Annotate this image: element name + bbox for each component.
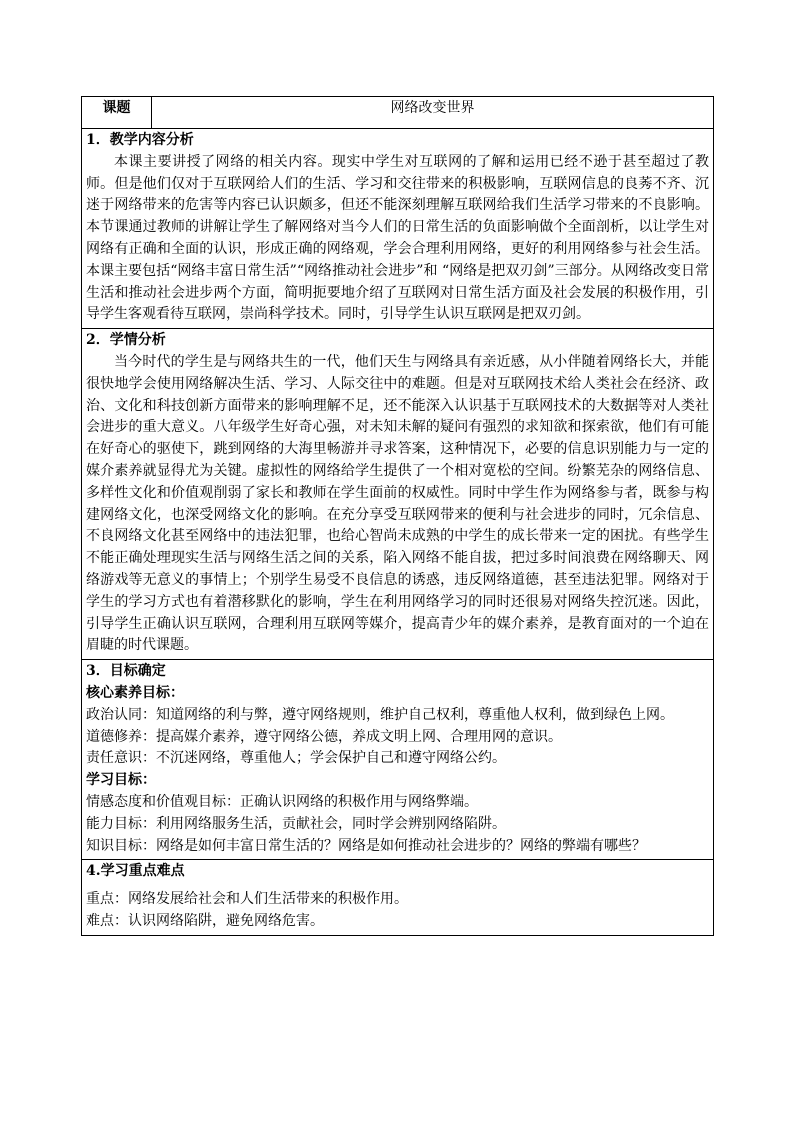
core-goal-item: 道德修养：提高媒介素养，遵守网络公德，养成文明上网、合理用网的意识。 <box>86 728 562 745</box>
core-literacy-heading: 核心素养目标： <box>86 684 184 701</box>
core-goal-item: 责任意识：不沉迷网络，尊重他人；学会保护自己和遵守网络公约。 <box>86 750 506 767</box>
key-point-item: 重点：网络发展给社会和人们生活带来的积极作用。 <box>86 891 408 908</box>
topic-label: 课题 <box>82 97 152 129</box>
title-row <box>82 97 714 129</box>
lesson-plan-page <box>81 96 714 936</box>
learning-goals-heading: 学习目标： <box>86 772 156 789</box>
section-heading: 4.学习重点难点 <box>86 863 185 880</box>
section-heading: 2．学情分析 <box>86 332 166 349</box>
core-goal-item: 政治认同：知道网络的利与弊，遵守网络规则，维护自己权利，尊重他人权利，做到绿色上网。 <box>86 706 674 723</box>
learning-goal-item: 能力目标：利用网络服务生活，贡献社会，同时学会辨别网络陷阱。 <box>86 815 506 832</box>
learning-goal-item: 情感态度和价值观目标：正确认识网络的积极作用与网络弊端。 <box>86 793 478 810</box>
difficulty-item: 难点：认识网络陷阱，避免网络危害。 <box>86 912 324 929</box>
section-heading: 1．教学内容分析 <box>86 132 194 148</box>
section-paragraph: 本课主要讲授了网络的相关内容。现实中学生对互联网的了解和运用已经不逊于甚至超过了教师。但是他们仅对于互联网给人们的生活、学习和交往带来的积极影响，互联网信息的良莠不齐、沉迷于网络带来的危害等内容已认识颇多，但还不能深刻理解互联网给我们生活学习带来的不良影响。本节课通过教师的讲解让学生了解网络对当今人们的日常生活的负面影响做个全面剖析，以让学生对网络有正确和全面的认识，形成正确的网络观，学会合理利用网络，更好的利用网络参与社会生活。本课主要包括“网络丰富日常生活”“网络推动社会进步”和 “网络是把双刃剑”三部分。从网络改变日常生活和推动社会进步两个方面，简明扼要地介绍了互联网对日常生活方面及社会发展的积极作用，引导学生客观看待互联网，崇尚科学技术。同时，引导学生认识互联网是把双刃剑。 <box>86 153 709 323</box>
section-goals <box>82 660 714 860</box>
section-key-points <box>82 860 714 935</box>
section-content-analysis <box>82 129 714 329</box>
lesson-plan-table <box>81 96 714 936</box>
lesson-title: 网络改变世界 <box>152 97 714 129</box>
section-paragraph: 当今时代的学生是与网络共生的一代，他们天生与网络具有亲近感，从小伴随着网络长大，并能很快地学会使用网络解决生活、学习、人际交往中的难题。但是对互联网技术给人类社会在经济、政治、文化和科技创新方面带来的影响理解不足，还不能深入认识基于互联网技术的大数据等对人类社会进步的重大意义。八年级学生好奇心强，对未知未解的疑问有强烈的求知欲和探索欲，他们有可能在好奇心的驱使下，跳到网络的大海里畅游并寻求答案，这种情况下，必要的信息识别能力与一定的媒介素养就显得尤为关键。虚拟性的网络给学生提供了一个相对宽松的空间。纷繁芜杂的网络信息、多样性文化和价值观削弱了家长和教师在学生面前的权威性。同时中学生作为网络参与者，既参与构建网络文化，也深受网络文化的影响。在充分享受互联网带来的便利与社会进步的同时，冗余信息、不良网络文化甚至网络中的违法犯罪，也给心智尚未成熟的中学生的成长带来一定的困扰。有些学生不能正确处理现实生活与网络生活之间的关系，陷入网络不能自拔，把过多时间浪费在网络聊天、网络游戏等无意义的事情上；个别学生易受不良信息的诱惑，违反网络道德，甚至违法犯罪。网络对于学生的学习方式也有着潜移默化的影响，学生在利用网络学习的同时还很易对网络失控沉迷。因此，引导学生正确认识互联网，合理利用互联网等媒介，提高青少年的媒介素养，是教育面对的一个迫在眉睫的时代课题。 <box>86 353 709 654</box>
section-student-analysis <box>82 329 714 660</box>
section-heading: 3．目标确定 <box>86 663 166 680</box>
learning-goal-item: 知识目标：网络是如何丰富日常生活的？网络是如何推动社会进步的？网络的弊端有哪些？ <box>86 837 646 854</box>
